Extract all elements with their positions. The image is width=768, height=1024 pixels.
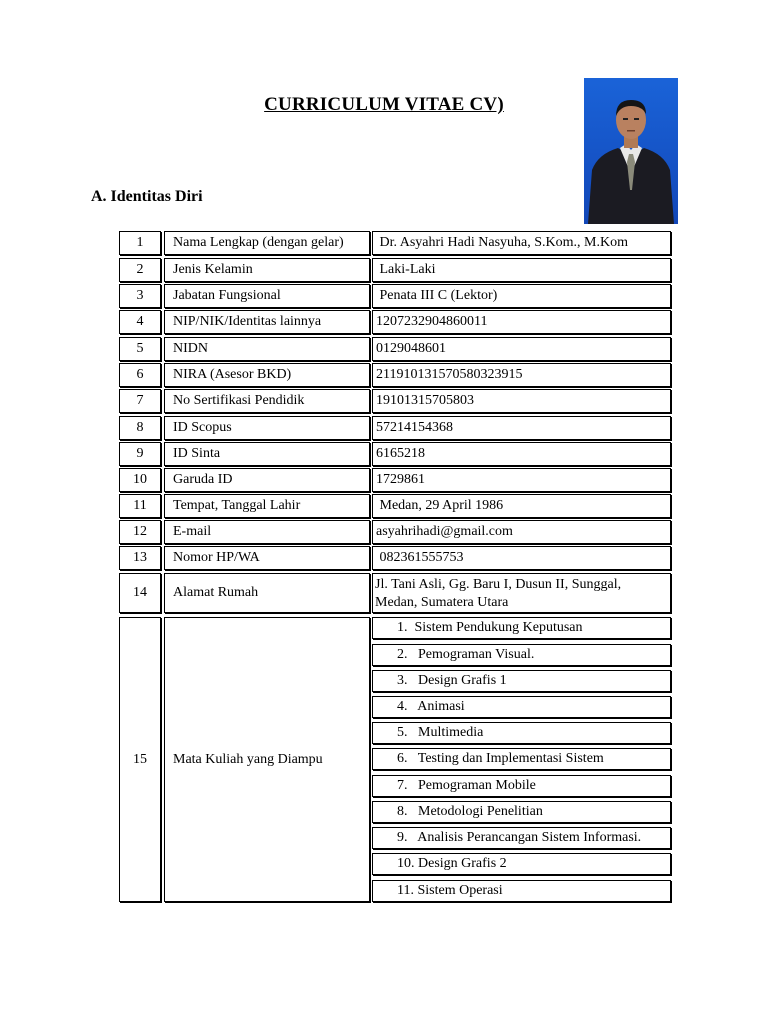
row-label: ID Scopus bbox=[164, 416, 370, 440]
row-number: 11 bbox=[119, 494, 161, 518]
row-value: 19101315705803 bbox=[372, 389, 671, 413]
row-label: E-mail bbox=[164, 520, 370, 544]
course-item: 3. Design Grafis 1 bbox=[372, 670, 671, 692]
row-value: 0129048601 bbox=[372, 337, 671, 361]
row-label: Nama Lengkap (dengan gelar) bbox=[164, 231, 370, 255]
section-heading-identitas: A. Identitas Diri bbox=[91, 188, 203, 205]
row-value: Laki-Laki bbox=[372, 258, 671, 282]
row-number: 15 bbox=[119, 617, 161, 902]
row-value: 1729861 bbox=[372, 468, 671, 492]
row-label: Jenis Kelamin bbox=[164, 258, 370, 282]
document-title: CURRICULUM VITAE CV) bbox=[264, 94, 504, 115]
row-value: Jl. Tani Asli, Gg. Baru I, Dusun II, Sunggal, Medan, Sumatera Utara bbox=[372, 573, 671, 613]
row-value: 57214154368 bbox=[372, 416, 671, 440]
row-value: 1207232904860011 bbox=[372, 310, 671, 334]
row-label: ID Sinta bbox=[164, 442, 370, 466]
row-label: Garuda ID bbox=[164, 468, 370, 492]
row-number: 2 bbox=[119, 258, 161, 282]
course-item: 9. Analisis Perancangan Sistem Informasi. bbox=[372, 827, 671, 849]
row-value: 6165218 bbox=[372, 442, 671, 466]
course-item: 10. Design Grafis 2 bbox=[372, 853, 671, 875]
row-number: 9 bbox=[119, 442, 161, 466]
row-number: 10 bbox=[119, 468, 161, 492]
course-item: 11. Sistem Operasi bbox=[372, 880, 671, 902]
row-value: Dr. Asyahri Hadi Nasyuha, S.Kom., M.Kom bbox=[372, 231, 671, 255]
row-label: No Sertifikasi Pendidik bbox=[164, 389, 370, 413]
row-number: 4 bbox=[119, 310, 161, 334]
course-item: 1. Sistem Pendukung Keputusan bbox=[372, 617, 671, 639]
row-label: Alamat Rumah bbox=[164, 573, 370, 613]
row-number: 3 bbox=[119, 284, 161, 308]
row-number: 13 bbox=[119, 546, 161, 570]
row-label: Mata Kuliah yang Diampu bbox=[164, 617, 370, 902]
row-label: Jabatan Fungsional bbox=[164, 284, 370, 308]
row-label: Tempat, Tanggal Lahir bbox=[164, 494, 370, 518]
row-value: 082361555753 bbox=[372, 546, 671, 570]
row-number: 6 bbox=[119, 363, 161, 387]
row-number: 1 bbox=[119, 231, 161, 255]
row-number: 12 bbox=[119, 520, 161, 544]
course-item: 7. Pemograman Mobile bbox=[372, 775, 671, 797]
row-value: 211910131570580323915 bbox=[372, 363, 671, 387]
row-label: NIP/NIK/Identitas lainnya bbox=[164, 310, 370, 334]
course-item: 6. Testing dan Implementasi Sistem bbox=[372, 748, 671, 770]
course-item: 5. Multimedia bbox=[372, 722, 671, 744]
course-item: 4. Animasi bbox=[372, 696, 671, 718]
row-number: 8 bbox=[119, 416, 161, 440]
row-value: Penata III C (Lektor) bbox=[372, 284, 671, 308]
row-number: 14 bbox=[119, 573, 161, 613]
row-number: 5 bbox=[119, 337, 161, 361]
row-label: NIRA (Asesor BKD) bbox=[164, 363, 370, 387]
course-item: 8. Metodologi Penelitian bbox=[372, 801, 671, 823]
row-value: Medan, 29 April 1986 bbox=[372, 494, 671, 518]
row-number: 7 bbox=[119, 389, 161, 413]
course-item: 2. Pemograman Visual. bbox=[372, 644, 671, 666]
row-label: Nomor HP/WA bbox=[164, 546, 370, 570]
row-label: NIDN bbox=[164, 337, 370, 361]
row-value: asyahrihadi@gmail.com bbox=[372, 520, 671, 544]
